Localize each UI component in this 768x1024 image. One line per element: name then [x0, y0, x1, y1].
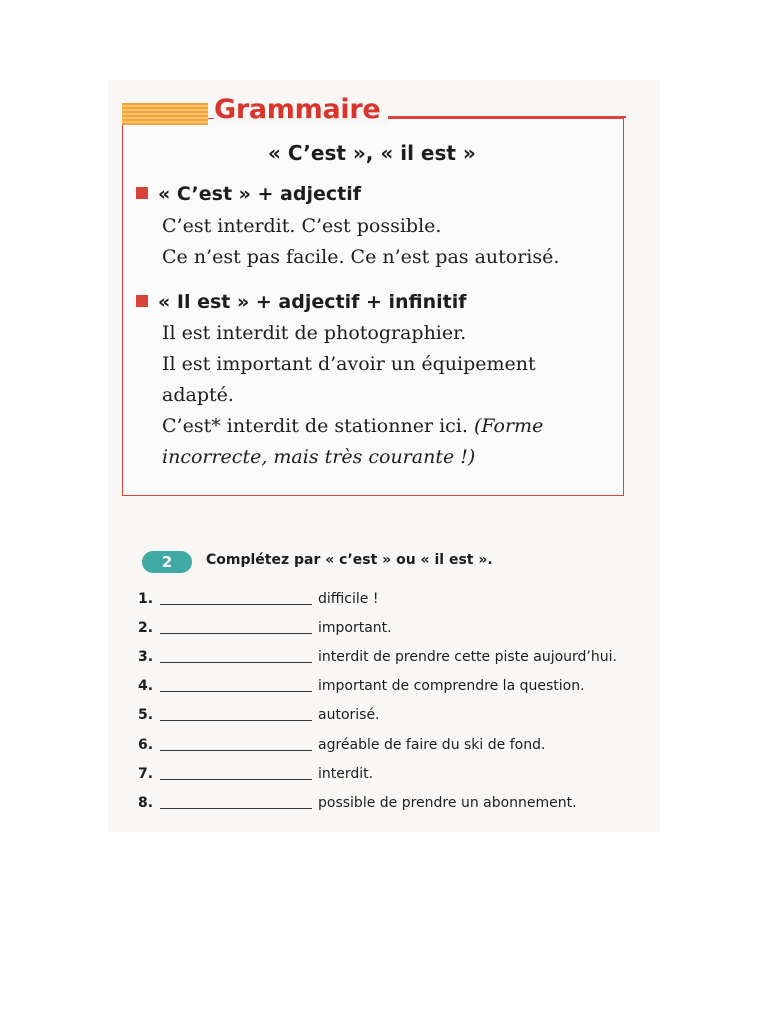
answer-blank[interactable]	[160, 590, 312, 605]
grammar-subtitle: « C’est », « il est »	[268, 141, 476, 165]
example-line: Il est important d’avoir un équipement	[162, 353, 536, 375]
rule-heading-text: « C’est » + adjectif	[158, 183, 362, 205]
grammar-title: Grammaire	[214, 94, 388, 125]
item-number: 6.	[138, 737, 154, 753]
exercise-item	[138, 736, 545, 756]
example-line-with-note	[162, 415, 543, 437]
answer-blank[interactable]	[160, 736, 312, 751]
answer-blank[interactable]	[160, 794, 312, 809]
item-text: interdit.	[318, 766, 374, 782]
rule-heading-text: « Il est » + adjectif + infinitif	[158, 291, 467, 313]
answer-blank[interactable]	[160, 619, 312, 634]
exercise-item	[138, 619, 392, 639]
exercise-item	[138, 677, 585, 697]
item-number: 4.	[138, 678, 154, 694]
bullet-square-icon	[136, 187, 148, 199]
bullet-square-icon	[136, 295, 148, 307]
title-rule-line	[386, 116, 626, 118]
item-number: 3.	[138, 649, 154, 665]
example-line: Ce n’est pas facile. Ce n’est pas autorisé.	[162, 246, 560, 268]
item-number: 5.	[138, 707, 154, 723]
note-text: (Forme	[473, 415, 544, 437]
rule-heading-cest	[136, 183, 361, 205]
rule-heading-il-est	[136, 291, 467, 313]
answer-blank[interactable]	[160, 648, 312, 663]
item-number: 2.	[138, 620, 154, 636]
example-line: adapté.	[162, 384, 234, 406]
item-text: important.	[318, 620, 392, 636]
item-text: agréable de faire du ski de fond.	[318, 737, 546, 753]
item-text: important de comprendre la question.	[318, 678, 585, 694]
exercise-number-badge: 2	[142, 551, 192, 573]
exercise-item	[138, 765, 373, 785]
exercise-item	[138, 648, 617, 668]
example-text: C’est* interdit de stationner ici.	[162, 415, 468, 437]
example-line: C’est interdit. C’est possible.	[162, 215, 442, 237]
answer-blank[interactable]	[160, 677, 312, 692]
exercise-item	[138, 794, 577, 814]
answer-blank[interactable]	[160, 706, 312, 721]
item-number: 1.	[138, 591, 154, 607]
exercise-instruction: Complétez par « c’est » ou « il est ».	[206, 552, 493, 568]
item-text: difficile !	[318, 591, 379, 607]
example-line: Il est interdit de photographier.	[162, 322, 467, 344]
item-number: 7.	[138, 766, 154, 782]
note-text: incorrecte, mais très courante !)	[162, 446, 476, 468]
item-text: interdit de prendre cette piste aujourd’hui.	[318, 649, 617, 665]
item-number: 8.	[138, 795, 154, 811]
exercise-item	[138, 590, 378, 610]
note-line	[162, 446, 475, 468]
item-text: possible de prendre un abonnement.	[318, 795, 577, 811]
title-stripe-decoration	[122, 103, 208, 125]
exercise-item	[138, 706, 380, 726]
answer-blank[interactable]	[160, 765, 312, 780]
item-text: autorisé.	[318, 707, 380, 723]
